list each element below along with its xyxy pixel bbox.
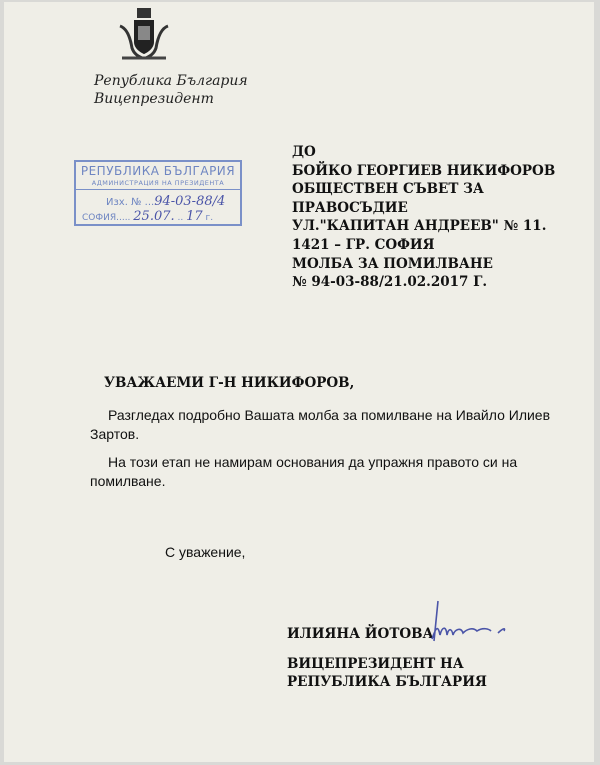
letterhead-line2: Вицепрезидент — [94, 91, 214, 107]
stamp-year-suffix: г. — [205, 213, 214, 223]
recipient-line: ОБЩЕСТВЕН СЪВЕТ ЗА ПРАВОСЪДИЕ — [292, 181, 484, 216]
recipient-line: № 94-03-88/21.02.2017 Г. — [292, 274, 488, 291]
stamp-number-label: Изх. № — [106, 197, 142, 208]
coat-of-arms-icon — [112, 6, 176, 66]
closing: С уважение, — [165, 544, 246, 560]
stamp-subtitle: АДМИНИСТРАЦИЯ НА ПРЕЗИДЕНТА — [76, 179, 240, 190]
paragraph-1-line-2: Зартов. — [90, 426, 140, 442]
letterhead-line1: Република България — [94, 73, 248, 89]
recipient-line: МОЛБА ЗА ПОМИЛВАНЕ — [292, 255, 493, 272]
recipient-line: УЛ."КАПИТАН АНДРЕЕВ" № 11. — [292, 218, 547, 235]
stamp-title: РЕПУБЛИКА БЪЛГАРИЯ — [80, 164, 236, 178]
document-page — [4, 2, 594, 762]
signatory-name: ИЛИЯНА ЙОТОВА — [287, 626, 434, 642]
stamp-city-label: СОФИЯ — [82, 213, 117, 223]
recipient-block — [292, 143, 594, 292]
paragraph-1-line-1: Разгледах подробно Вашата молба за помилване на Ивайло Илиев — [108, 407, 551, 423]
recipient-line: БОЙКО ГЕОРГИЕВ НИКИФОРОВ — [292, 162, 556, 179]
recipient-line: 1421 – ГР. СОФИЯ — [292, 236, 435, 253]
signature-icon — [424, 597, 524, 647]
greeting: УВАЖАЕМИ Г-Н НИКИФОРОВ, — [104, 375, 355, 391]
stamp-date-value: 25.07. — [133, 209, 175, 224]
stamp-number-value: 94-03-88/4 — [154, 194, 226, 209]
recipient-line: ДО — [292, 144, 316, 160]
paragraph-2-line-2: помилване. — [90, 473, 166, 489]
stamp-year-value: 17 — [186, 209, 203, 224]
signatory-title-line2: РЕПУБЛИКА БЪЛГАРИЯ — [287, 674, 487, 690]
paragraph-2-line-1: На този етап не намирам основания да упражня правото си на — [108, 454, 518, 470]
signatory-title-line1: ВИЦЕПРЕЗИДЕНТ НА — [287, 656, 464, 672]
registry-stamp: РЕПУБЛИКА БЪЛГАРИЯ АДМИНИСТРАЦИЯ НА ПРЕЗИДЕНТА Изх. № ...94-03-88/4 СОФИЯ..... 25.07. .. 17 г. — [74, 160, 242, 226]
